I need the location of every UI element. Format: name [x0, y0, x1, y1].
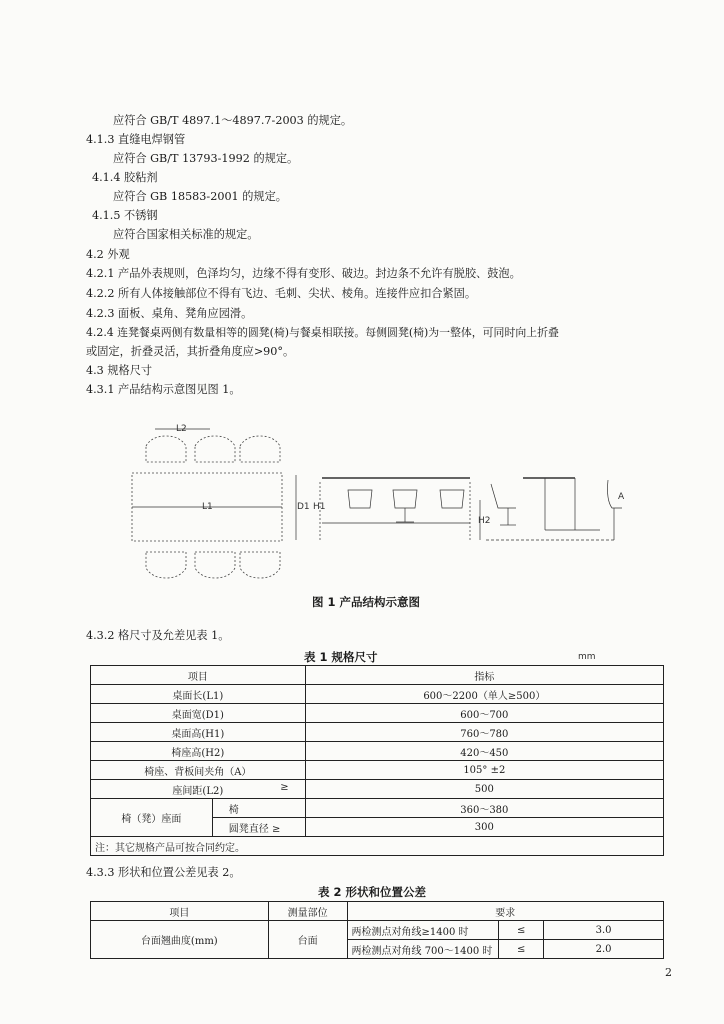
table-title: 表 1 规格尺寸 [304, 650, 378, 664]
table-header: 测量部位 [268, 902, 347, 921]
figure-label: L1 [202, 502, 213, 512]
table-note: 注：其它规格产品可按合同约定。 [91, 837, 664, 856]
text-line: 4.2.4 连凳餐桌两侧有数量相等的圆凳(椅)与餐桌相联接。每侧圆凳(椅)为一整体，可同时向上折叠 [86, 326, 559, 339]
figure-caption: 图 1 产品结构示意图 [312, 595, 421, 609]
table-row: 椅座、背板间夹角（A） 105° ±2 [91, 761, 664, 780]
table-header: 指标 [305, 666, 663, 685]
table-header: 要求 [347, 902, 663, 921]
page-number: 2 [665, 966, 672, 979]
spec-table [90, 665, 664, 856]
table-header: 项目 [91, 902, 269, 921]
text-line: 4.2.3 面板、桌角、凳角应园滑。 [86, 307, 253, 320]
table-row: 台面翘曲度(mm) 台面 两检测点对角线≥1400 时 ≤ 3.0 [91, 921, 664, 940]
text-line: 或固定，折叠灵活，其折叠角度应>90°。 [86, 345, 295, 358]
tolerance-table [90, 901, 664, 959]
section-heading: 4.1.4 胶粘剂 [92, 171, 158, 184]
text-line: 应符合国家相关标准的规定。 [113, 228, 259, 241]
table-row: 椅（凳）座面 椅 360～380 [91, 799, 664, 818]
text-line: 应符合 GB 18583-2001 的规定。 [113, 190, 287, 203]
table-row: 座间距(L2) ≥ 500 [91, 780, 664, 799]
table-header: 项目 [91, 666, 306, 685]
table-unit: mm [578, 652, 596, 662]
table-title: 表 2 形状和位置公差 [318, 885, 427, 899]
section-heading: 4.3.3 形状和位置公差见表 2。 [86, 866, 241, 879]
figure-label: D1 [297, 502, 310, 512]
table-row: 椅座高(H2) 420～450 [91, 742, 664, 761]
section-heading: 4.1.3 直缝电焊钢管 [86, 133, 186, 146]
text-line: 应符合 GB/T 4897.1～4897.7-2003 的规定。 [113, 114, 353, 127]
text-line: 4.2.1 产品外表规则，色泽均匀，边缘不得有变形、破边。封边条不允许有脱胶、鼓泡。 [86, 267, 521, 280]
figure-label: L2 [176, 424, 187, 434]
text-line: 4.3.1 产品结构示意图见图 1。 [86, 383, 241, 396]
section-heading: 4.2 外观 [86, 248, 130, 261]
figure-label: A [618, 492, 625, 502]
section-heading: 4.3 规格尺寸 [86, 364, 153, 377]
table-row: 桌面宽(D1) 600～700 [91, 704, 664, 723]
text-line: 应符合 GB/T 13793-1992 的规定。 [113, 152, 299, 165]
section-heading: 4.3.2 格尺寸及允差见表 1。 [86, 629, 230, 642]
table-row: 圆凳直径 ≥ 300 [91, 818, 664, 837]
figure-label: H2 [478, 516, 491, 526]
table-row: 两检测点对角线 700～1400 时 ≤ 2.0 [91, 940, 664, 959]
figure-label: H1 [313, 502, 326, 512]
table-row: 桌面高(H1) 760～780 [91, 723, 664, 742]
text-line: 4.2.2 所有人体接触部位不得有飞边、毛刺、尖状、棱角。连接件应扣合紧固。 [86, 287, 477, 300]
section-heading: 4.1.5 不锈钢 [92, 209, 158, 222]
table-row: 桌面长(L1) 600～2200（单人≥500） [91, 685, 664, 704]
